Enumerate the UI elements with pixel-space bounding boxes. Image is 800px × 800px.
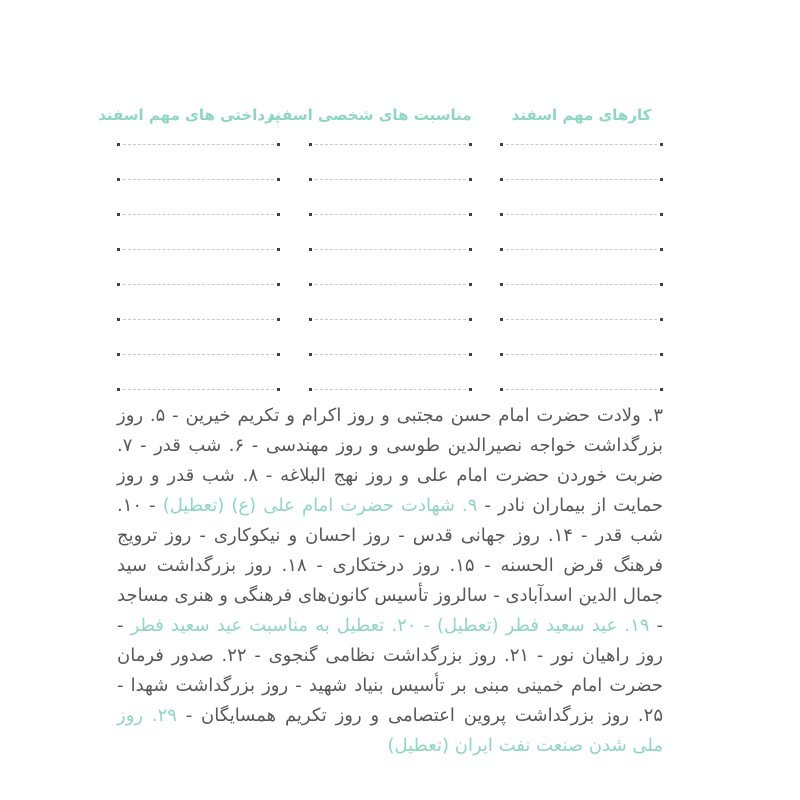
events-segment-holiday: ۱۹. عید سعید فطر (تعطیل) - ۲۰. تعطیل به مناسبت عید سعید فطر <box>130 615 650 636</box>
fill-in-line <box>500 388 663 391</box>
events-segment: - روز راهیان نور - ۲۱. روز بزرگداشت نظامی گنجوی - ۲۲. صدور فرمان حضرت امام خمینی مبنی بر تأسیس بنیاد شهید - روز بزرگداشت شهدا - ۲۵. روز بزرگداشت پروین اعتصامی و روز تکریم همسایگان - <box>117 615 663 726</box>
fill-in-line <box>500 178 663 181</box>
column-important-tasks <box>500 103 663 391</box>
events-segment: - ۱۰. شب قدر - ۱۴. روز جهانی قدس - روز احسان و نیکوکاری - روز ترویج فرهنگ قرض الحسنه - ۱۵. روز درختکاری - ۱۸. روز بزرگداشت سید جمال الدین اسدآبادی - سالروز تأسیس کانون‌های فرهنگی و هنری مساجد - <box>117 495 664 636</box>
column-important-payments <box>98 103 280 391</box>
fill-in-line <box>500 248 663 251</box>
fill-in-line <box>117 213 280 216</box>
fill-in-line <box>117 248 280 251</box>
fill-in-line <box>500 143 663 146</box>
fill-in-line <box>309 178 472 181</box>
fill-in-line <box>309 143 472 146</box>
events-segment: ۳. ولادت حضرت امام حسن مجتبی و روز اکرام و تکریم خیرین - ۵. روز بزرگداشت خواجه نصیرالدین طوسی و روز مهندسی - ۶. شب قدر - ۷. ضربت خوردن حضرت امام علی و روز نهج البلاغه - ۸. شب قدر و روز حمایت از بیماران نادر - <box>117 405 664 516</box>
column-header-important-tasks: کارهای مهم اسفند <box>511 106 652 124</box>
task-lines <box>500 143 663 391</box>
planner-columns <box>98 103 663 391</box>
fill-in-line <box>117 178 280 181</box>
column-header-important-payments: پرداختی های مهم اسفند <box>98 106 280 124</box>
fill-in-line <box>500 353 663 356</box>
fill-in-line <box>117 283 280 286</box>
payment-lines <box>117 143 280 391</box>
fill-in-line <box>500 318 663 321</box>
fill-in-line <box>500 283 663 286</box>
fill-in-line <box>309 283 472 286</box>
fill-in-line <box>309 213 472 216</box>
column-personal-occasions <box>267 103 472 391</box>
month-events-paragraph <box>117 401 663 761</box>
fill-in-line <box>117 318 280 321</box>
fill-in-line <box>117 143 280 146</box>
fill-in-line <box>309 248 472 251</box>
fill-in-line <box>500 213 663 216</box>
fill-in-line <box>309 388 472 391</box>
fill-in-line <box>117 353 280 356</box>
personal-occasion-lines <box>309 143 472 391</box>
events-segment-holiday: ۹. شهادت حضرت امام علی (ع) (تعطیل) <box>162 495 478 516</box>
fill-in-line <box>309 318 472 321</box>
events-segment-holiday: ۲۹. روز ملی شدن صنعت نفت ایران (تعطیل) <box>117 705 663 756</box>
fill-in-line <box>309 353 472 356</box>
fill-in-line <box>117 388 280 391</box>
column-header-personal-occasions: مناسبت های شخصی اسفند <box>267 106 472 124</box>
